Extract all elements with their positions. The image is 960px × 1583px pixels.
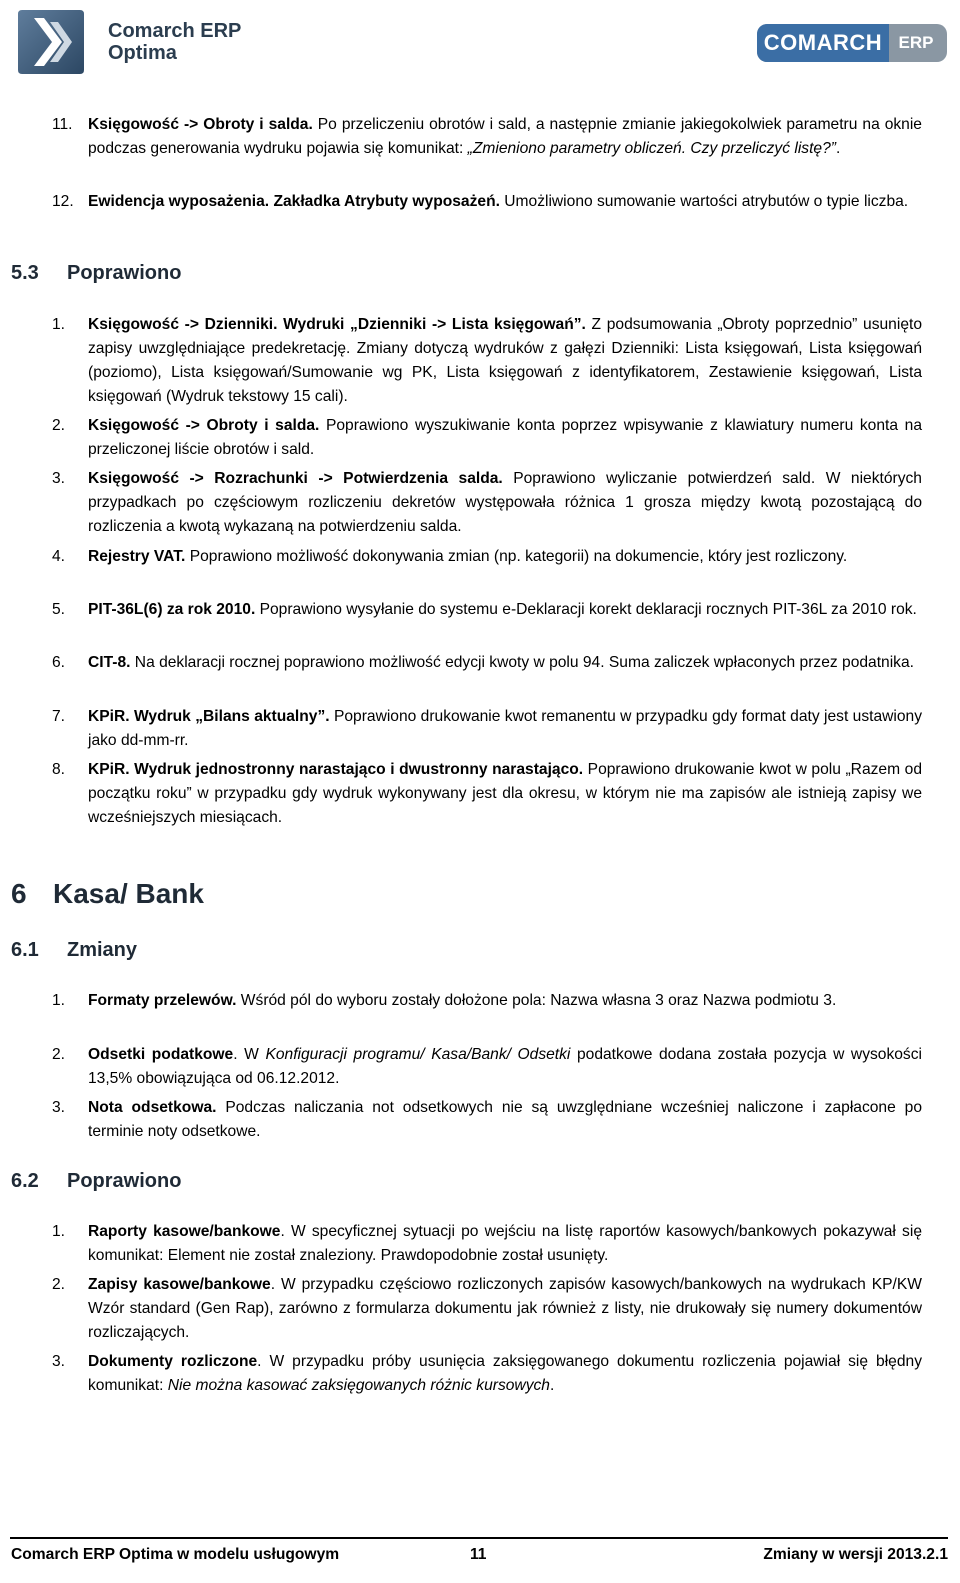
item-number: 4. (52, 548, 66, 565)
section-title: Poprawiono (67, 1170, 182, 1192)
item-title: Dokumenty rozliczone (88, 1353, 258, 1370)
item-title: Zapisy kasowe/bankowe (88, 1276, 271, 1293)
brand-line-1: Comarch ERP (108, 20, 242, 42)
item-text: Na deklaracji rocznej poprawiono możliwość edycji kwoty w polu 94. Suma zaliczek wpłaconych przez podatnika. (130, 654, 914, 671)
item-title: KPiR. Wydruk „Bilans aktualny”. (88, 708, 330, 725)
item-number: 3. (52, 1099, 66, 1116)
item-text: Poprawiono wyliczanie potwierdzeń sald. W niektórych przypadkach po częściowym rozliczeniu dekretów występowała różnica 1 grosza między kwotą pozostającą do rozliczenia a kwotą wykazaną na potwierdzeniu salda. (88, 470, 922, 535)
chapter-number: 6 (11, 878, 27, 909)
item-text: . W (233, 1046, 266, 1063)
item-text: Wśród pól do wyboru zostały dołożone pola: Nazwa własna 3 oraz Nazwa podmiotu 3. (236, 992, 837, 1009)
item-message: „Zmieniono parametry obliczeń. Czy przeliczyć listę?” (467, 140, 836, 157)
item-number: 2. (52, 1046, 66, 1063)
item-text: Po przeliczeniu obrotów i sald, a następnie zmianie jakiegokolwiek parametru na oknie podczas generowania wydruku pojawia się komunikat: (88, 116, 922, 157)
item-text: Poprawiono drukowanie kwot w polu „Razem od początku roku” w przypadku gdy wydruk wykonywany jest dla okresu, w którym nie ma zapisów ale istnieją zapisy we wcześniejszych miesiącach. (88, 761, 922, 826)
item-text: Poprawiono możliwość dokonywania zmian (np. kategorii) na dokumencie, który jest rozliczony. (185, 548, 848, 565)
section-number: 5.3 (11, 262, 39, 284)
item-number: 3. (52, 470, 66, 487)
item-title: Rejestry VAT. (88, 548, 186, 565)
item-text-tail: . (549, 1377, 555, 1394)
item-text: Z podsumowania „Obroty poprzednio” usunięto zapisy uwzględniające predekretację. Zmiany dotyczą wydruków z gałęzi Dzienniki: Lista księgowań, Lista księgowań (poziomo), Lista księgowań/Sumowanie wg PK, Lista księgowań z identyfikatorem, Zestawienie księgowań, Lista księgowań (Wydruk tekstowy 15 cali). (88, 316, 922, 405)
footer-left: Comarch ERP Optima w modelu usługowym (11, 1546, 340, 1563)
item-title: KPiR. Wydruk jednostronny narastająco i dwustronny narastająco. (88, 761, 584, 778)
section-number: 6.2 (11, 1170, 39, 1192)
item-number: 1. (52, 992, 66, 1009)
item-number: 5. (52, 601, 66, 618)
item-title: Ewidencja wyposażenia. Zakładka Atrybuty wyposażeń. (88, 193, 500, 210)
item-text: Umożliwiono sumowanie wartości atrybutów o typie liczba. (499, 193, 909, 210)
item-number: 2. (52, 1276, 66, 1293)
item-title: Księgowość -> Obroty i salda. (88, 417, 320, 434)
item-title: CIT-8. (88, 654, 131, 671)
section-number: 6.1 (11, 939, 39, 961)
item-title: Raporty kasowe/bankowe (88, 1223, 281, 1240)
item-number: 3. (52, 1353, 66, 1370)
item-title: Księgowość -> Dzienniki. Wydruki „Dzienniki -> Lista księgowań”. (88, 316, 586, 333)
item-text: . W przypadku częściowo rozliczonych zapisów kasowych/bankowych na wydrukach KP/KW Wzór standard (Gen Rap), zarówno z formularza dokumentu jak również z listy, nie drukowały się numery dokumentów rozliczających. (88, 1276, 922, 1341)
item-title: Odsetki podatkowe (88, 1046, 234, 1063)
brand-name (108, 20, 241, 64)
section-title: Zmiany (67, 939, 138, 961)
item-title: Księgowość -> Rozrachunki -> Potwierdzenia salda. (88, 470, 503, 487)
item-number: 8. (52, 761, 66, 778)
footer-divider (10, 1537, 948, 1539)
comarch-optima-logo-icon (14, 8, 88, 78)
item-tail: . (835, 140, 841, 157)
chapter-heading (11, 878, 204, 910)
item-number: 1. (52, 1223, 66, 1240)
item-text: Poprawiono drukowanie kwot remanentu w przypadku gdy format daty jest ustawiony jako dd-mm-rr. (88, 708, 922, 749)
item-title: PIT-36L(6) za rok 2010. (88, 601, 256, 618)
section-title: Poprawiono (67, 262, 182, 284)
item-text: . W specyficznej sytuacji po wejściu na listę raportów kasowych/bankowych pokazywał się komunikat: Element nie został znaleziony. Prawdopodobnie został usunięty. (88, 1223, 922, 1264)
item-number: 11. (52, 116, 73, 133)
item-title: Nota odsetkowa. (88, 1099, 217, 1116)
brand-line-2: Optima (108, 42, 177, 64)
item-text-tail: podatkowe dodana została pozycja w wysokości 13,5% obowiązująca od 06.12.2012. (88, 1046, 922, 1087)
item-title: Formaty przelewów. (88, 992, 237, 1009)
item-number: 7. (52, 708, 66, 725)
item-message: Nie można kasować zaksięgowanych różnic kursowych (167, 1377, 550, 1394)
item-text: Podczas naliczania not odsetkowych nie są uwzględniane wcześniej naliczone i zapłacone po terminie noty odsetkowe. (88, 1099, 922, 1140)
comarch-logo-text: COMARCH (763, 30, 883, 55)
item-text: Poprawiono wysyłanie do systemu e-Deklaracji korekt deklaracji rocznych PIT-36L za 2010 rok. (255, 601, 917, 618)
erp-logo-text: ERP (898, 33, 934, 52)
item-config-path: Konfiguracji programu/ Kasa/Bank/ Odsetki (265, 1046, 571, 1063)
item-number: 2. (52, 417, 66, 434)
item-number: 6. (52, 654, 66, 671)
item-text: . W przypadku próby usunięcia zaksięgowanego dokumentu rozliczenia pojawiał się błędny komunikat: (88, 1353, 922, 1394)
page-header (0, 0, 960, 90)
page-number: 11 (470, 1546, 487, 1563)
item-text: Poprawiono wyszukiwanie konta poprzez wpisywanie z klawiatury numeru konta na przeliczonej liście obrotów i sald. (88, 417, 922, 458)
item-title: Księgowość -> Obroty i salda. (88, 116, 313, 133)
item-number: 1. (52, 316, 66, 333)
footer-right: Zmiany w wersji 2013.2.1 (763, 1546, 948, 1563)
item-number: 12. (52, 193, 74, 210)
chapter-title: Kasa/ Bank (53, 878, 204, 909)
